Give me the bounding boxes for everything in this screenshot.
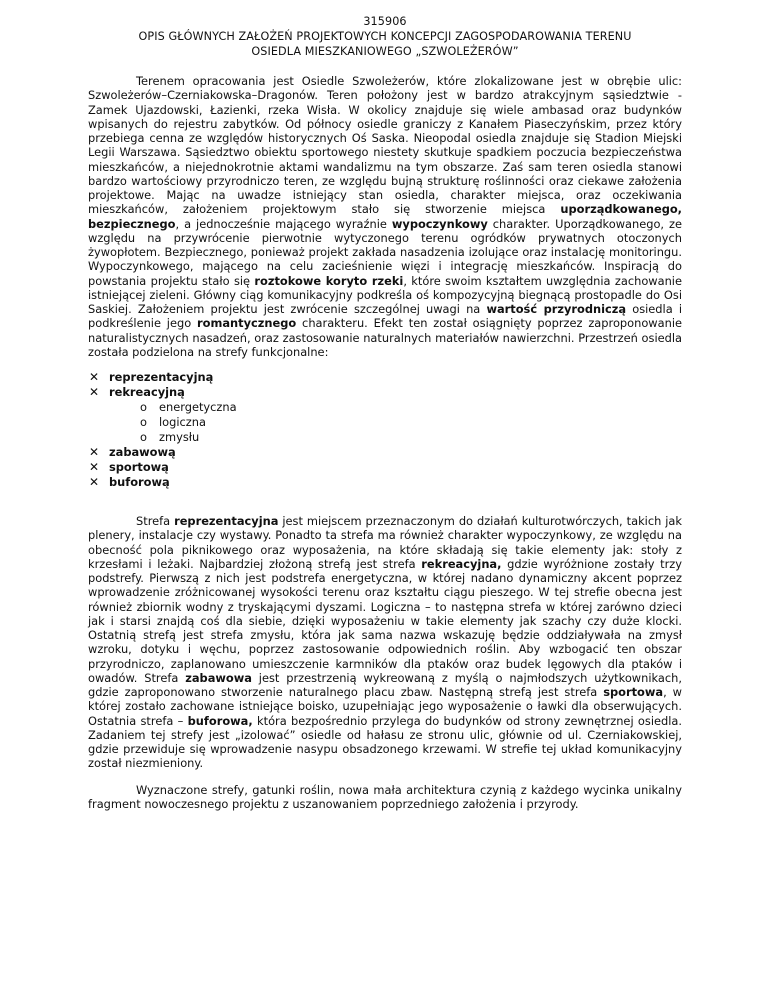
circle-bullet-icon: o — [140, 430, 147, 444]
text-run: Strefa — [136, 514, 175, 528]
bold-run: rekreacyjna, — [421, 556, 502, 571]
document-number: 315906 — [363, 15, 407, 28]
closing-paragraph — [88, 783, 682, 812]
document-title-line-1: OPIS GŁÓWNYCH ZAŁOŻEŃ PROJEKTOWYCH KONCEPCJI ZAGOSPODAROWANIA TERENU — [138, 30, 632, 43]
subzone-label: logiczna — [159, 415, 206, 429]
zone-label: reprezentacyjną — [109, 370, 214, 384]
sublist-item — [109, 400, 682, 415]
zones-list — [88, 370, 682, 490]
intro-paragraph — [88, 74, 682, 359]
text-run: która bezpośrednio przylega do budynków od strony zewnętrznej osiedla. Zadaniem tej strefy jest „izolować” osiedle od hałasu ze stronu ulic, głównie od ul. Czerniakowskiej, gdzie przewiduje się wprowadzenie nasypu obsadzonego krzewami. W strefie tej układ komunikacyjny został niezmieniony. — [88, 713, 682, 771]
text-run: charakter. Uporządkowanego, ze względu na przywrócenie pierwotnie wytyczonego terenu ogródków prywatnych otoczonych żywopłotem. Bezpiecznego, ponieważ projekt zakłada nasadzenia izolujące oraz instalację monitoringu. Wypoczynkowego, mającego na celu zacieśnienie więzi i integrację mieszkańców. Inspiracją do powstania projektu stało się — [88, 216, 683, 288]
document-title-line-2: OSIEDLA MIESZKANIOWEGO „SZWOLEŻERÓW” — [251, 45, 519, 58]
bold-run: wypoczynkowy — [391, 216, 488, 231]
bold-run: sportowa — [603, 685, 664, 699]
text-run: osiedla i podkreślenie jego — [88, 302, 682, 331]
cross-bullet-icon: ✕ — [89, 445, 100, 459]
sublist-item — [109, 430, 682, 445]
list-item — [88, 445, 682, 460]
cross-bullet-icon: ✕ — [89, 475, 100, 489]
cross-bullet-icon: ✕ — [89, 370, 100, 384]
text-run: charakteru. Efekt ten został osiągnięty poprzez zaproponowanie naturalistycznych nasadzeń, oraz zastosowanie naturalnych materiałów nawierzchni. Przestrzeń osiedla została podzielona na strefy funkcjonalne: — [88, 316, 682, 359]
document-page — [88, 14, 682, 811]
sublist-item — [109, 415, 682, 430]
document-header — [88, 14, 682, 59]
bold-run: wartość przyrodniczą — [486, 302, 627, 316]
zone-label: sportową — [109, 460, 169, 474]
subzone-label: energetyczna — [159, 400, 237, 414]
text-run: Terenem opracowania jest Osiedle Szwoleżerów, które zlokalizowane jest w obrębie ulic: Szwoleżerów–Czerniakowska–Dragonów. Teren położony jest w bardzo atrakcyjnym sąsiedztwie - Zamek Ujazdowski, Łazienki, rzeka Wisła. W okolicy znajduje się wiele ambasad oraz budynków wpisanych do rejestru zabytków. Od północy osiedle graniczy z Kanałem Piaseczyńskim, przez który przebiega cenna ze względów historycznych Oś Saska. Nieopodal osiedla znajduje się Stadion Miejski Legii Warszawa. Sąsiedztwo obiektu sportowego niestety skutkuje spadkiem poczucia bezpieczeństwa mieszkańców, a niejednokrotnie aktami wandalizmu na tym obszarze. Zaś sam teren osiedla stanowi bardzo wartościowy przyrodniczo teren, ze względu bujną strukturę roślinności oraz ciekawe założenia projektowe. Mając na uwadze istniejący stan osiedla, charakter miejsca, oraz oczekiwania mieszkańców, założeniem projektowym stało się stworzenie miejsca — [88, 74, 682, 217]
zone-label: zabawową — [109, 445, 176, 459]
circle-bullet-icon: o — [140, 415, 147, 429]
cross-bullet-icon: ✕ — [89, 460, 100, 474]
text-run: gdzie wyróżnione zostały trzy podstrefy. Pierwszą z nich jest podstrefa energetyczna, w której nadano dynamiczny akcent poprzez wprowadzenie zróżnicowanej wysokości terenu oraz kształtu ciągu pieszego. W tej strefie obecna jest również zbiornik wodny z tryskającymi dyszami. Logiczna – to następna strefa w której zarówno dzieci jak i starsi znajdą coś dla siebie, dzięki wyposażeniu w takie elementy jak szachy czy duże klocki. Ostatnią strefą jest strefa zmysłu, która jak sama nazwa wskazuję będzie oddziaływała na zmysł wzroku, dotyku i węchu, poprzez zastosowanie odpowiednich roślin. Aby wzbogacić ten obszar przyrodniczo, zaplanowano umieszczenie karmników dla ptaków oraz budek lęgowych dla ptaków i owadów. Strefa — [88, 556, 682, 685]
text-run: , a jednocześnie mającego wyraźnie — [175, 216, 392, 231]
bold-run: buforowa, — [187, 713, 253, 728]
bold-run: romantycznego — [197, 316, 297, 331]
subzone-label: zmysłu — [159, 430, 200, 444]
text-run: jest miejscem przeznaczonym do działań kulturotwórczych, takich jak plenery, instalacje czy wystawy. Ponadto ta strefa ma również charakter wypoczynkowy, ze względu na obecność pola piknikowego oraz wyposażenia, na które składają się takie elementy jak: stoły z krzesłami i leżaki. Najbardziej złożoną strefą jest strefa — [88, 514, 682, 571]
text-run: Wyznaczone strefy, gatunki roślin, nowa mała architektura czynią z każdego wycinka unikalny fragment nowoczesnego projektu z uszanowaniem poprzedniego założenia i przyrody. — [88, 782, 682, 811]
bold-run: zabawowa — [185, 670, 252, 685]
zone-label: buforową — [109, 475, 170, 489]
circle-bullet-icon: o — [140, 400, 147, 414]
zones-description-paragraph — [88, 514, 682, 771]
list-item — [88, 475, 682, 490]
bold-run: reprezentacyjna — [174, 514, 279, 528]
text-run: , w której zostało zachowane istniejące boisko, uzupełniając jego wyposażenie o ławki dla obserwujących. Ostatnia strefa – — [88, 685, 682, 728]
list-item — [88, 460, 682, 475]
zone-label: rekreacyjną — [109, 385, 185, 399]
cross-bullet-icon: ✕ — [89, 385, 100, 399]
subzones-list — [109, 400, 682, 445]
list-item — [88, 370, 682, 385]
bold-run: roztokowe koryto rzeki — [254, 273, 404, 288]
bold-run: uporządkowanego, bezpiecznego — [88, 202, 682, 231]
text-run: , które swoim kształtem uwzględnia zachowanie istniejącej zieleni. Główny ciąg komunikacyjny podkreśla oś kompozycyjną biegnącą prostopadle do Osi Saskiej. Założeniem projektu jest zwrócenie szczególnej uwagi na — [88, 273, 682, 316]
text-run: jest przestrzenią wykreowaną z myślą o najmłodszych użytkownikach, gdzie zaproponowano stworzenie naturalnego placu zbaw. Następną strefą jest strefa — [88, 670, 682, 699]
list-item — [88, 385, 682, 445]
